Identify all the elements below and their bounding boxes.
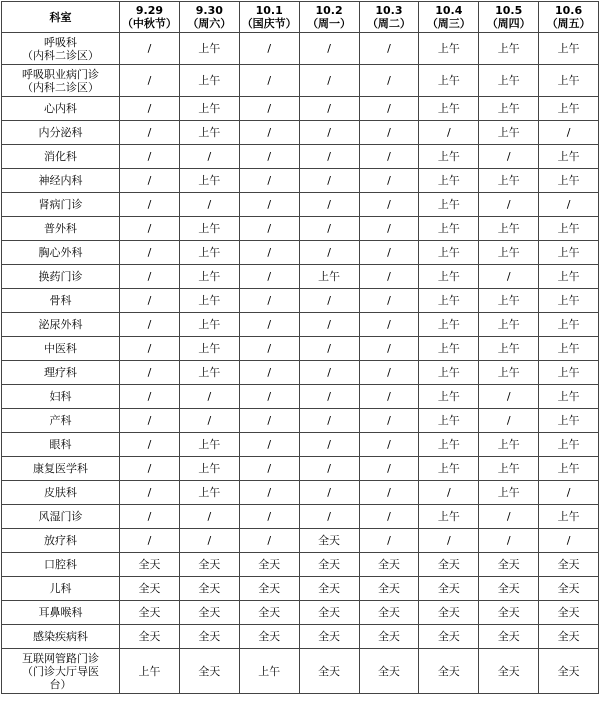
table-row (2, 481, 599, 505)
schedule-cell: 全天 (299, 625, 359, 649)
schedule-cell: 全天 (179, 625, 239, 649)
table-row (2, 337, 599, 361)
schedule-cell: 上午 (539, 33, 599, 65)
header-date: 10.6 (554, 4, 583, 17)
schedule-cell: / (359, 65, 419, 97)
schedule-cell: / (120, 409, 180, 433)
table-row (2, 505, 599, 529)
schedule-cell: / (239, 193, 299, 217)
schedule-cell: 上午 (479, 217, 539, 241)
department-name: 普外科 (2, 217, 120, 241)
schedule-cell: 上午 (539, 289, 599, 313)
header-day: （周三） (426, 17, 471, 30)
header-date-column (239, 2, 299, 33)
schedule-cell: / (359, 241, 419, 265)
table-row (2, 457, 599, 481)
schedule-cell: 上午 (179, 97, 239, 121)
schedule-cell: / (479, 145, 539, 169)
table-row (2, 361, 599, 385)
schedule-cell: / (299, 337, 359, 361)
schedule-cell: / (120, 505, 180, 529)
schedule-cell: 上午 (479, 337, 539, 361)
schedule-cell: 上午 (419, 169, 479, 193)
schedule-cell: / (479, 529, 539, 553)
schedule-cell: / (179, 193, 239, 217)
department-name: 肾病门诊 (2, 193, 120, 217)
department-name: 呼吸职业病门诊 （内科二诊区） (2, 65, 120, 97)
department-name: 泌尿外科 (2, 313, 120, 337)
schedule-cell: 上午 (539, 65, 599, 97)
schedule-cell: 全天 (359, 625, 419, 649)
schedule-cell: / (239, 121, 299, 145)
table-row (2, 601, 599, 625)
schedule-cell: / (120, 121, 180, 145)
schedule-cell: 上午 (179, 265, 239, 289)
schedule-cell: 全天 (539, 601, 599, 625)
schedule-cell: 全天 (299, 529, 359, 553)
schedule-cell: / (120, 385, 180, 409)
schedule-cell: 上午 (179, 241, 239, 265)
schedule-cell: 上午 (539, 433, 599, 457)
header-day: （周四） (486, 17, 531, 30)
header-day: （周二） (366, 17, 411, 30)
department-name: 耳鼻喉科 (2, 601, 120, 625)
schedule-cell: / (239, 457, 299, 481)
table-row (2, 121, 599, 145)
schedule-cell: 全天 (239, 553, 299, 577)
schedule-cell: / (299, 121, 359, 145)
table-row (2, 529, 599, 553)
schedule-cell: 全天 (419, 625, 479, 649)
schedule-cell: 上午 (179, 33, 239, 65)
schedule-cell: / (239, 289, 299, 313)
table-row (2, 97, 599, 121)
schedule-cell: 上午 (179, 457, 239, 481)
schedule-cell: 上午 (419, 193, 479, 217)
schedule-cell: / (299, 385, 359, 409)
table-row (2, 577, 599, 601)
table-row (2, 313, 599, 337)
schedule-cell: 上午 (239, 649, 299, 694)
schedule-cell: 上午 (419, 65, 479, 97)
schedule-cell: 上午 (479, 241, 539, 265)
schedule-cell: / (359, 145, 419, 169)
schedule-cell: / (120, 169, 180, 193)
schedule-cell: / (359, 385, 419, 409)
schedule-cell: 上午 (179, 481, 239, 505)
schedule-cell: 全天 (419, 649, 479, 694)
schedule-cell: / (539, 121, 599, 145)
schedule-cell: 上午 (479, 97, 539, 121)
schedule-cell: 全天 (479, 625, 539, 649)
department-name: 妇科 (2, 385, 120, 409)
schedule-cell: 全天 (299, 553, 359, 577)
department-name: 康复医学科 (2, 457, 120, 481)
header-dept-label: 科室 (2, 2, 120, 33)
schedule-cell: / (179, 385, 239, 409)
schedule-cell: / (179, 145, 239, 169)
header-date: 10.4 (435, 4, 463, 17)
schedule-cell: / (120, 193, 180, 217)
schedule-cell: 上午 (419, 409, 479, 433)
schedule-cell: 上午 (479, 433, 539, 457)
schedule-cell: / (239, 409, 299, 433)
department-name: 消化科 (2, 145, 120, 169)
schedule-cell: 全天 (120, 601, 180, 625)
schedule-cell: 全天 (479, 649, 539, 694)
schedule-cell: / (359, 121, 419, 145)
schedule-cell: 上午 (419, 145, 479, 169)
schedule-cell: / (239, 385, 299, 409)
schedule-cell: / (120, 217, 180, 241)
schedule-cell: 上午 (419, 457, 479, 481)
header-date-column (359, 2, 419, 33)
schedule-cell: / (120, 457, 180, 481)
schedule-cell: 上午 (179, 313, 239, 337)
department-name: 中医科 (2, 337, 120, 361)
schedule-cell: / (359, 193, 419, 217)
schedule-cell: / (479, 385, 539, 409)
department-name: 胸心外科 (2, 241, 120, 265)
schedule-cell: / (299, 145, 359, 169)
schedule-table (1, 1, 599, 694)
schedule-cell: 全天 (239, 577, 299, 601)
schedule-cell: 上午 (479, 65, 539, 97)
schedule-cell: 上午 (479, 361, 539, 385)
header-date: 10.1 (255, 4, 283, 17)
department-name: 产科 (2, 409, 120, 433)
table-row (2, 289, 599, 313)
schedule-cell: / (299, 169, 359, 193)
table-row (2, 409, 599, 433)
header-date-column (299, 2, 359, 33)
schedule-cell: / (419, 481, 479, 505)
schedule-cell: / (299, 33, 359, 65)
schedule-cell: 全天 (299, 577, 359, 601)
department-name: 心内科 (2, 97, 120, 121)
schedule-cell: 上午 (539, 217, 599, 241)
schedule-cell: 全天 (299, 601, 359, 625)
schedule-cell: 全天 (539, 577, 599, 601)
schedule-cell: / (239, 217, 299, 241)
schedule-cell: / (120, 361, 180, 385)
schedule-cell: 全天 (479, 601, 539, 625)
schedule-cell: / (359, 433, 419, 457)
schedule-cell: 上午 (539, 385, 599, 409)
table-row (2, 65, 599, 97)
schedule-cell: / (239, 481, 299, 505)
schedule-cell: 上午 (539, 457, 599, 481)
schedule-cell: 上午 (179, 289, 239, 313)
schedule-cell: / (359, 481, 419, 505)
schedule-cell: 全天 (419, 577, 479, 601)
department-name: 风湿门诊 (2, 505, 120, 529)
table-row (2, 169, 599, 193)
table-row (2, 433, 599, 457)
schedule-cell: 上午 (179, 65, 239, 97)
schedule-cell: 上午 (179, 217, 239, 241)
schedule-cell: / (239, 433, 299, 457)
schedule-cell: / (120, 433, 180, 457)
schedule-cell: 上午 (539, 265, 599, 289)
schedule-cell: / (120, 33, 180, 65)
schedule-cell: / (299, 361, 359, 385)
schedule-cell: 全天 (299, 649, 359, 694)
schedule-cell: 全天 (479, 577, 539, 601)
schedule-cell: 上午 (539, 169, 599, 193)
schedule-cell: / (120, 97, 180, 121)
schedule-cell: / (299, 313, 359, 337)
header-day: （周六） (187, 17, 232, 30)
schedule-cell: 上午 (419, 289, 479, 313)
schedule-cell: 全天 (120, 577, 180, 601)
header-date-column (419, 2, 479, 33)
schedule-cell: / (539, 481, 599, 505)
header-date-column (479, 2, 539, 33)
schedule-cell: 全天 (359, 577, 419, 601)
schedule-cell: 上午 (479, 169, 539, 193)
schedule-cell: 上午 (419, 433, 479, 457)
schedule-cell: 上午 (539, 241, 599, 265)
header-date: 9.29 (135, 4, 163, 17)
table-row (2, 145, 599, 169)
schedule-cell: / (239, 505, 299, 529)
schedule-cell: / (359, 313, 419, 337)
schedule-cell: / (239, 265, 299, 289)
schedule-cell: 上午 (419, 361, 479, 385)
schedule-cell: / (479, 409, 539, 433)
schedule-cell: / (299, 409, 359, 433)
table-row (2, 241, 599, 265)
department-name: 内分泌科 (2, 121, 120, 145)
schedule-cell: 全天 (359, 601, 419, 625)
schedule-cell: / (299, 97, 359, 121)
header-day: （周一） (307, 17, 352, 30)
schedule-cell: 上午 (539, 337, 599, 361)
schedule-cell: 上午 (479, 121, 539, 145)
schedule-cell: / (479, 193, 539, 217)
schedule-cell: / (239, 33, 299, 65)
schedule-cell: / (299, 289, 359, 313)
schedule-cell: 上午 (419, 217, 479, 241)
schedule-cell: 上午 (419, 385, 479, 409)
schedule-cell: 上午 (479, 313, 539, 337)
schedule-cell: / (299, 481, 359, 505)
department-name: 放疗科 (2, 529, 120, 553)
department-name: 感染疾病科 (2, 625, 120, 649)
schedule-cell: 全天 (539, 625, 599, 649)
schedule-cell: / (299, 505, 359, 529)
schedule-cell: / (120, 265, 180, 289)
schedule-cell: / (239, 313, 299, 337)
schedule-cell: 上午 (179, 361, 239, 385)
schedule-cell: / (299, 241, 359, 265)
department-name: 眼科 (2, 433, 120, 457)
table-row (2, 217, 599, 241)
department-name: 呼吸科 （内科二诊区） (2, 33, 120, 65)
schedule-cell: / (299, 65, 359, 97)
schedule-cell: / (479, 505, 539, 529)
schedule-cell: / (120, 241, 180, 265)
schedule-cell: 上午 (539, 361, 599, 385)
schedule-cell: / (359, 97, 419, 121)
schedule-cell: / (359, 457, 419, 481)
table-row (2, 193, 599, 217)
schedule-cell: / (419, 529, 479, 553)
header-date: 9.30 (195, 4, 223, 17)
schedule-cell: 上午 (419, 337, 479, 361)
department-name: 神经内科 (2, 169, 120, 193)
schedule-cell: / (239, 337, 299, 361)
schedule-cell: / (359, 265, 419, 289)
schedule-cell: 全天 (419, 553, 479, 577)
schedule-cell: / (120, 313, 180, 337)
schedule-cell: / (120, 337, 180, 361)
schedule-cell: 上午 (419, 97, 479, 121)
header-day: （周五） (546, 17, 591, 30)
schedule-cell: 上午 (179, 121, 239, 145)
schedule-cell: 上午 (539, 505, 599, 529)
header-day: （中秋节） (121, 17, 177, 30)
schedule-cell: / (359, 217, 419, 241)
header-date-column (179, 2, 239, 33)
header-date: 10.3 (375, 4, 403, 17)
schedule-cell: 上午 (120, 649, 180, 694)
schedule-cell: 全天 (239, 601, 299, 625)
schedule-cell: / (239, 145, 299, 169)
header-date: 10.2 (315, 4, 343, 17)
header-date-column (120, 2, 180, 33)
schedule-cell: / (179, 529, 239, 553)
schedule-cell: 全天 (179, 553, 239, 577)
schedule-cell: 全天 (120, 625, 180, 649)
schedule-cell: 全天 (479, 553, 539, 577)
schedule-cell: / (359, 361, 419, 385)
schedule-body (2, 33, 599, 694)
schedule-cell: 上午 (479, 33, 539, 65)
schedule-cell: / (239, 529, 299, 553)
schedule-cell: 全天 (239, 625, 299, 649)
department-name: 换药门诊 (2, 265, 120, 289)
schedule-cell: / (359, 169, 419, 193)
header-day: （国庆节） (241, 17, 297, 30)
schedule-cell: / (359, 33, 419, 65)
schedule-cell: 全天 (179, 649, 239, 694)
schedule-cell: / (359, 529, 419, 553)
schedule-cell: / (359, 289, 419, 313)
schedule-cell: 全天 (179, 601, 239, 625)
schedule-cell: / (479, 265, 539, 289)
department-name: 儿科 (2, 577, 120, 601)
schedule-cell: 上午 (419, 505, 479, 529)
department-name: 互联网管路门诊 （门诊大厅导医 台） (2, 649, 120, 694)
schedule-cell: / (239, 169, 299, 193)
department-name: 骨科 (2, 289, 120, 313)
schedule-cell: 全天 (120, 553, 180, 577)
table-row (2, 553, 599, 577)
schedule-cell: / (239, 361, 299, 385)
schedule-cell: / (299, 433, 359, 457)
table-row (2, 649, 599, 694)
schedule-cell: 全天 (539, 649, 599, 694)
schedule-cell: 上午 (479, 457, 539, 481)
schedule-cell: / (359, 505, 419, 529)
schedule-cell: / (239, 97, 299, 121)
schedule-cell: 上午 (479, 289, 539, 313)
schedule-cell: 全天 (179, 577, 239, 601)
department-name: 理疗科 (2, 361, 120, 385)
schedule-cell: / (120, 145, 180, 169)
schedule-cell: / (299, 457, 359, 481)
schedule-cell: / (120, 289, 180, 313)
schedule-cell: 上午 (539, 97, 599, 121)
schedule-cell: / (299, 193, 359, 217)
table-row (2, 33, 599, 65)
schedule-cell: 上午 (179, 169, 239, 193)
table-row (2, 385, 599, 409)
department-name: 口腔科 (2, 553, 120, 577)
schedule-cell: 上午 (419, 265, 479, 289)
table-row (2, 625, 599, 649)
schedule-cell: / (179, 409, 239, 433)
schedule-cell: 上午 (419, 241, 479, 265)
schedule-cell: 上午 (299, 265, 359, 289)
schedule-cell: / (239, 241, 299, 265)
schedule-cell: / (239, 65, 299, 97)
schedule-cell: 上午 (179, 337, 239, 361)
header-date: 10.5 (495, 4, 523, 17)
schedule-cell: / (419, 121, 479, 145)
schedule-cell: 上午 (539, 145, 599, 169)
schedule-cell: / (299, 217, 359, 241)
schedule-cell: 全天 (359, 649, 419, 694)
schedule-cell: / (120, 65, 180, 97)
table-row (2, 265, 599, 289)
schedule-cell: 上午 (539, 409, 599, 433)
schedule-cell: 全天 (539, 553, 599, 577)
schedule-cell: / (539, 193, 599, 217)
schedule-cell: 上午 (419, 313, 479, 337)
schedule-cell: / (120, 529, 180, 553)
schedule-cell: 上午 (419, 33, 479, 65)
schedule-cell: 上午 (179, 433, 239, 457)
department-name: 皮肤科 (2, 481, 120, 505)
schedule-cell: / (359, 409, 419, 433)
schedule-cell: / (539, 529, 599, 553)
schedule-cell: 全天 (359, 553, 419, 577)
header-row (2, 2, 599, 33)
schedule-cell: / (359, 337, 419, 361)
schedule-cell: / (179, 505, 239, 529)
header-date-column (539, 2, 599, 33)
schedule-cell: 上午 (539, 313, 599, 337)
schedule-cell: 上午 (479, 481, 539, 505)
schedule-cell: 全天 (419, 601, 479, 625)
schedule-cell: / (120, 481, 180, 505)
